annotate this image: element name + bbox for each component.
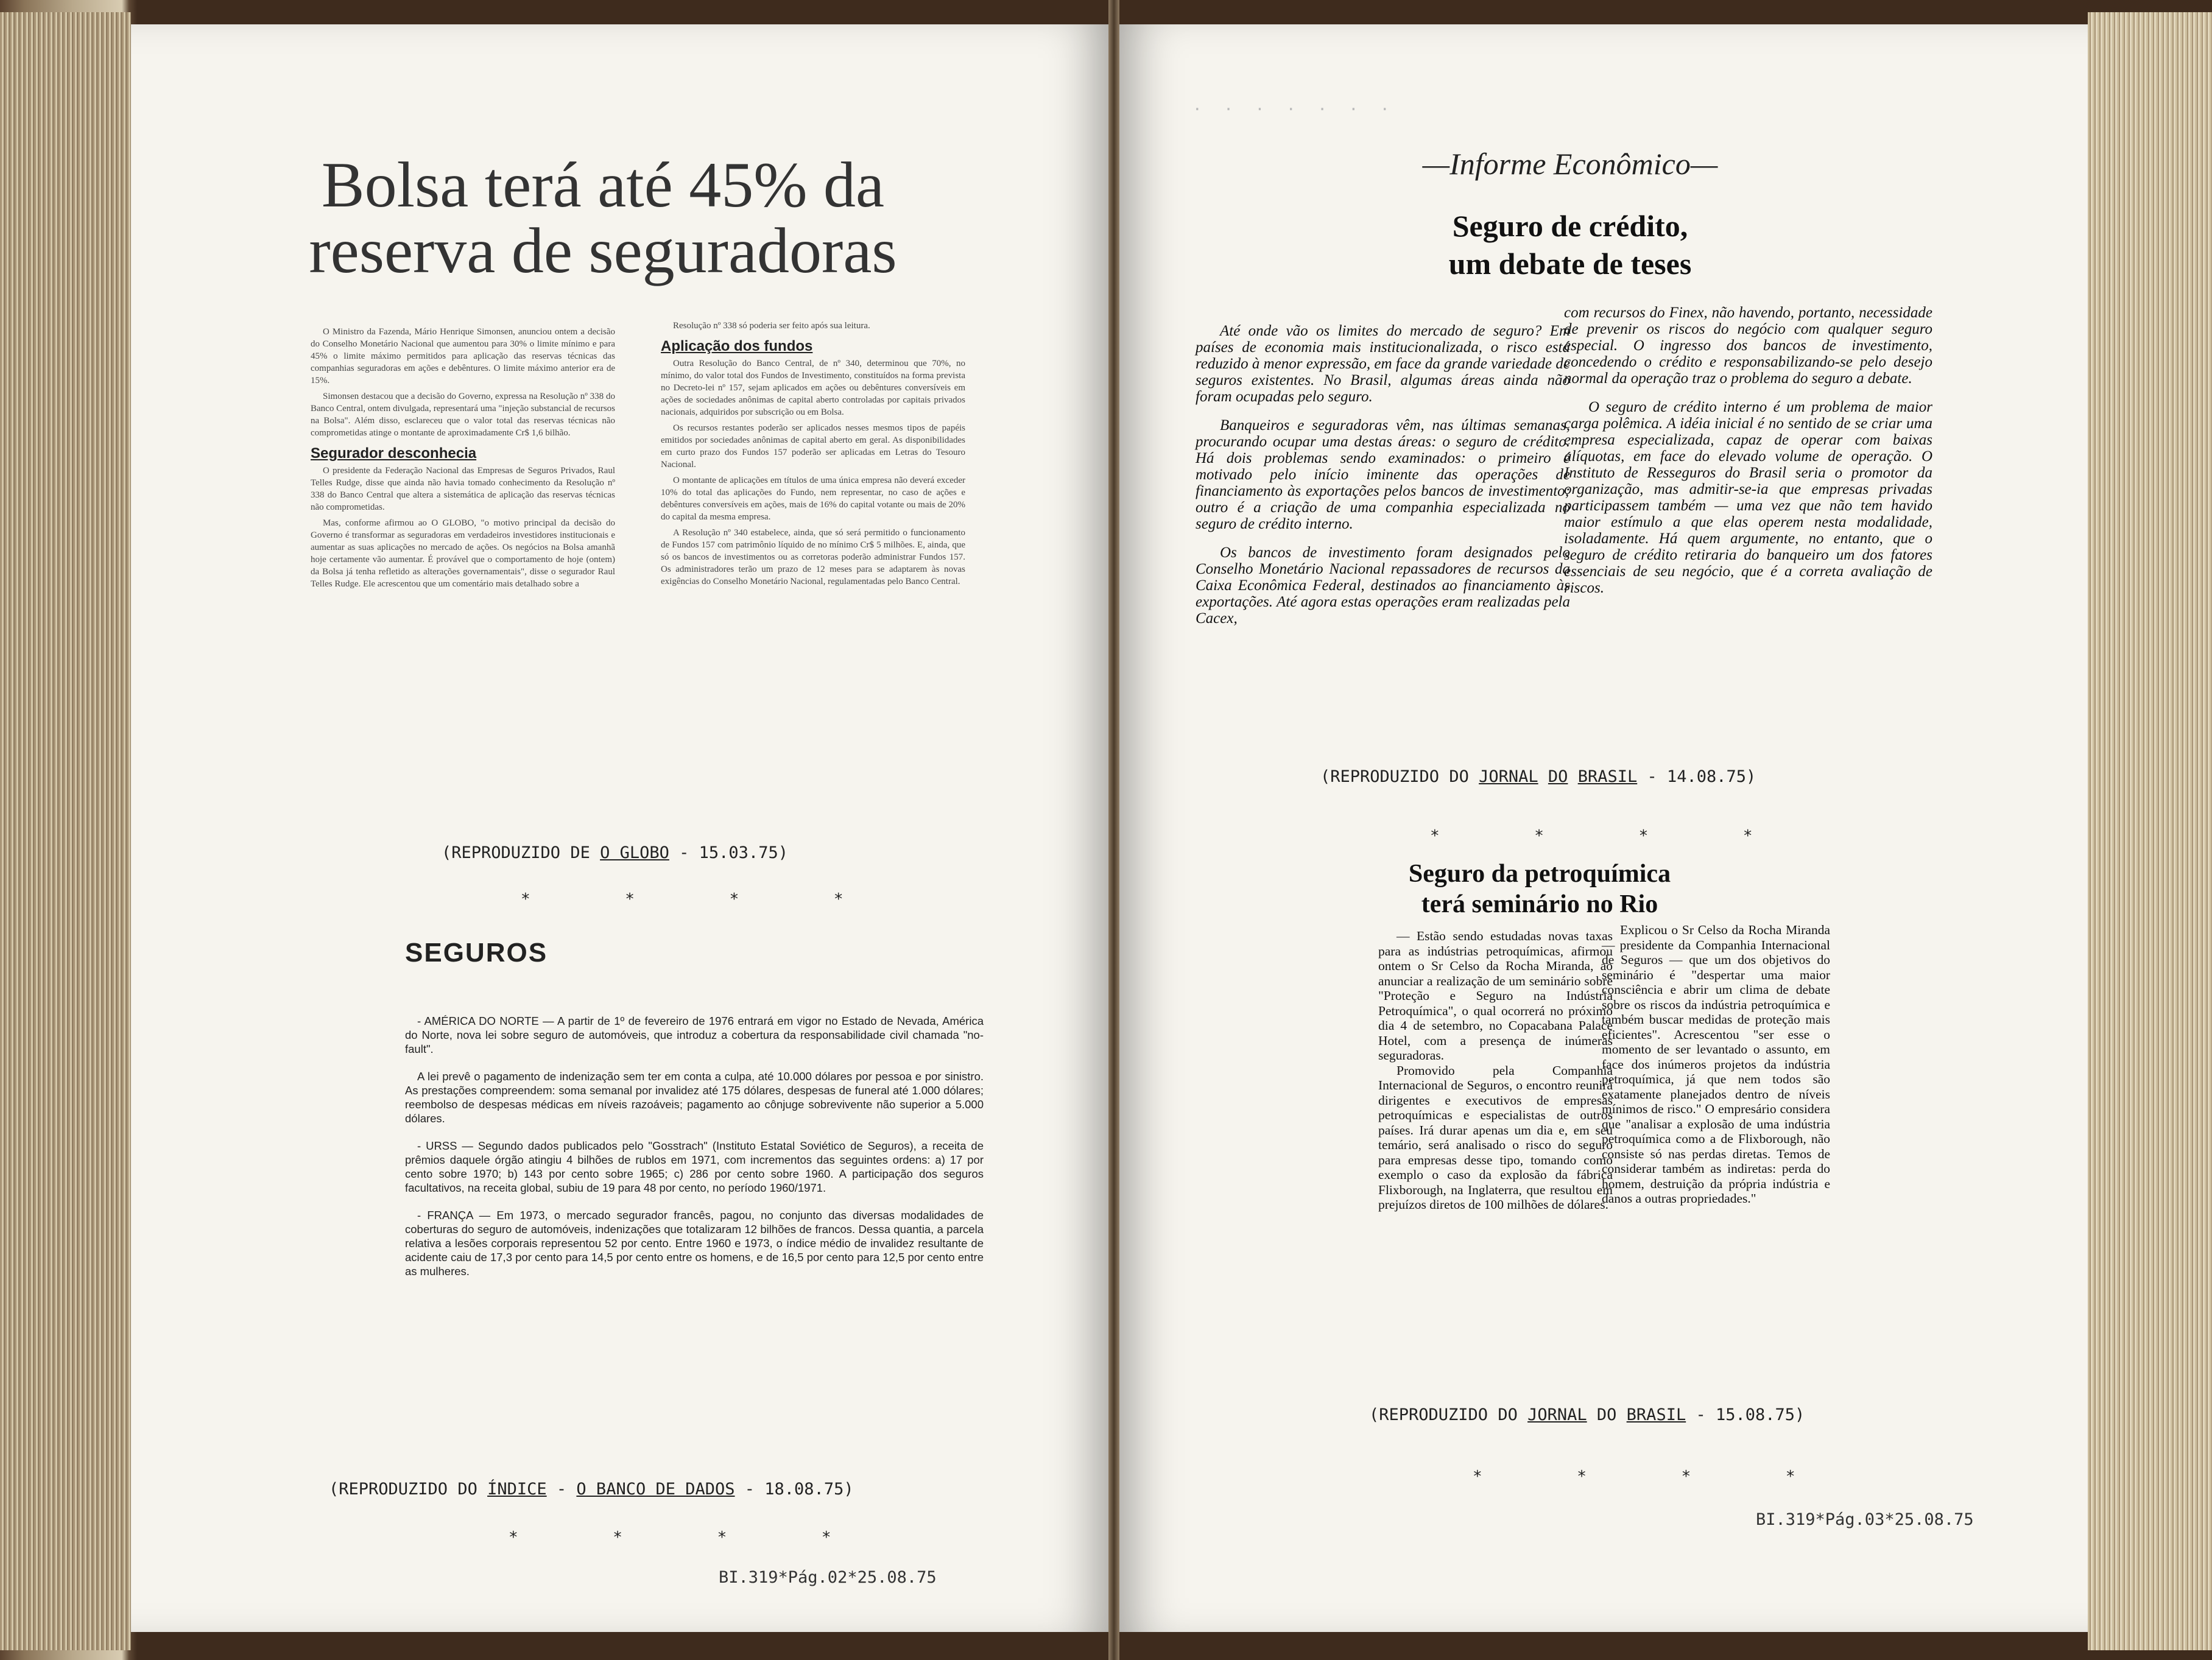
credito-paragraph: com recursos do Finex, não havendo, portanto, necessidade de prevenir os riscos do negócio com qualquer seguro especial. O ingresso dos bancos de investimento, concedendo o crédito e responsabilizando-se pelo desejo normal da operação traz o problema do seguro a debate. — [1564, 304, 1932, 387]
bolsa-column-2 — [661, 320, 965, 591]
credito-paragraph: Até onde vão os limites do mercado de seguro? Em países de economia mais institucionalizada, o risco está reduzido à menor expressão, em face da grande variedade de seguros existentes. No Brasil, algumas áreas ainda não foram ocupadas pelo seguro. — [1196, 323, 1570, 405]
bolsa-paragraph: O Ministro da Fazenda, Mário Henrique Simonsen, anunciou ontem a decisão do Conselho Monetário Nacional que aumentou para 30% o limite mínimo e para 45% o limite máximo permitidos para aplicação das reservas técnicas das companhias seguradoras em ações e debêntures. O limite máximo anterior era de 15%. — [311, 327, 615, 385]
bolsa-paragraph: Mas, conforme afirmou ao O GLOBO, "o motivo principal da decisão do Governo é transformar as seguradoras em verdadeiros investidores institucionais e aumentar as suas aplicações no mercado de ações. Os negócios na Bolsa amanhã hoje certamente vão aumentar. É provável que o comportamento de hoje (ontem) da Bolsa já tenha refletido as alterações governamentais", disse o segurador Raul Telles Rudge. Ele acrescentou que um comentário mais detalhado sobre a — [311, 518, 615, 589]
repro-source: BRASIL — [1626, 1405, 1686, 1424]
repro-suffix: - 15.03.75) — [669, 843, 788, 862]
informe-economico-header: —Informe Econômico— — [1422, 147, 1718, 181]
left-page — [131, 24, 1108, 1632]
repro-o-globo — [442, 843, 788, 862]
seguros-paragraph: - AMÉRICA DO NORTE — A partir de 1º de fevereiro de 1976 entrará em vigor no Estado de Nevada, América do Norte, nova lei sobre seguro de automóveis, que introduz a cobertura da responsabilidade civil chamada "no-fault". — [405, 1015, 984, 1055]
repro-separator — [1568, 767, 1577, 786]
bolsa-paragraph: Simonsen destacou que a decisão do Governo, expressa na Resolução nº 338 do Banco Central, ontem divulgada, representará uma "injeção substancial de recursos na Bolsa". Além disso, esclareceu que o valor total das reservas técnicas não comprometidas atinge o montante de aproximadamente Cr$ 1,6 bilhão. — [311, 392, 615, 438]
separator-stars: * * * * — [1473, 1468, 1838, 1486]
repro-source: BRASIL — [1577, 767, 1638, 786]
repro-suffix: - 15.08.75) — [1686, 1405, 1805, 1424]
bolsa-column-1 — [311, 326, 615, 594]
repro-prefix: (REPRODUZIDO DO — [1320, 767, 1479, 786]
petroquimica-paragraph: Promovido pela Companhia Internacional de Seguros, o encontro reunirá dirigentes e executivos de empresas petroquímicas e especialistas de outros países. Irá durar apenas um dia e, em seu temário, será analisado o risco do seguro para empresas desse tipo, tomando como exemplo o caso da explosão da fábrica Flixborough, na Inglaterra, que resultou em prejuízos diretos de 100 milhões de dólares. — [1378, 1063, 1613, 1212]
bolsa-paragraph: O presidente da Federação Nacional das Empresas de Seguros Privados, Raul Telles Rudge, disse que ainda não havia tomado conhecimento da Resolução nº 338 do Banco Central que altera a sistemática de aplicação das reservas técnicas não comprometidas. — [311, 466, 615, 512]
bolsa-paragraph: Resolução nº 338 só poderia ser feito após sua leitura. — [673, 321, 870, 331]
petroquimica-column-1 — [1378, 929, 1613, 1212]
separator-stars: * * * * — [521, 890, 886, 909]
seguro-credito-column-2 — [1564, 304, 1932, 608]
repro-source: DO — [1548, 767, 1568, 786]
petroquimica-paragraph: — Estão sendo estudadas novas taxas para as indústrias petroquímicas, afirmou ontem o Sr Celso da Rocha Miranda, ao anunciar a realização de um seminário sobre "Proteção e Seguro na Indústria Petroquímica", o qual ocorrerá no próximo dia 4 de setembro, no Copacabana Palace Hotel, com a presença de inúmeras seguradoras. — [1378, 929, 1613, 1063]
petroquimica-column-2 — [1602, 923, 1830, 1206]
faint-bleed-through: · · · · · · · — [1192, 100, 1396, 119]
repro-separator — [1538, 767, 1548, 786]
left-page-edges — [0, 12, 131, 1650]
page-number-right: BI.319*Pág.03*25.08.75 — [1756, 1510, 1974, 1529]
repro-indice — [329, 1480, 854, 1499]
seguros-paragraph: A lei prevê o pagamento de indenização sem ter em conta a culpa, até 10.000 dólares por pessoa e por sinistro. As prestações compreendem: soma semanal por invalidez até 175 dólares, despesas de funeral até 1.000 dólares; reembolso de despesas médicas em níveis razoáveis; pagamento ao cônjuge sobrevivente não superior a 5.000 dólares. — [405, 1070, 984, 1125]
repro-separator: DO — [1587, 1405, 1627, 1424]
separator-stars: * * * * — [509, 1528, 874, 1547]
headline-line-1: Bolsa terá até 45% da — [321, 149, 885, 220]
bolsa-paragraph: Outra Resolução do Banco Central, de nº 340, determinou que 70%, no mínimo, do valor total dos Fundos de Investimento, constituídos na forma prevista no Decreto-lei nº 157, sejam aplicados em ações ou debêntures conversíveis em ações de sociedades anônimas de capital aberto controladas por capitais privados nacionais, adquiridos por subscrição ou em Bolsa. — [661, 359, 965, 417]
title-line-2: um debate de teses — [1448, 247, 1692, 281]
credito-paragraph: Os bancos de investimento foram designados pelo Conselho Monetário Nacional repassadores de recursos da Caixa Econômica Federal, destinados ao financiamento às exportações. Até agora estas operações eram realizadas pela Cacex, — [1196, 544, 1570, 627]
seguros-paragraph: - FRANÇA — Em 1973, o mercado segurador francês, pagou, no conjunto das diversas modalidades de coberturas do seguro de automóveis, indenizações que totalizaram 12 bilhões de francos. Dessa quantia, a parcela relativa a lesões corporais representou 52 por cento. Entre 1960 e 1973, o índice médio de invalidez resultante de acidente caiu de 17,3 por cento para 14,5 por cento entre os homens, e de 16,5 por cento para 12,5 por cento entre as mulheres. — [405, 1209, 984, 1278]
bolsa-paragraph: Os recursos restantes poderão ser aplicados nesses mesmos tipos de papéis emitidos por sociedades anônimas de capital aberto em geral. As disponibilidades em curto prazo dos Fundos 157 poderão ser aplicadas em Letras do Tesouro Nacional. — [661, 423, 965, 470]
repro-source: O GLOBO — [600, 843, 669, 862]
repro-prefix: (REPRODUZIDO DO — [1369, 1405, 1528, 1424]
subhead-segurador: Segurador desconhecia — [311, 445, 477, 462]
repro-source: JORNAL — [1479, 767, 1538, 786]
repro-prefix: (REPRODUZIDO DE — [442, 843, 601, 862]
title-line-1: Seguro da petroquímica — [1408, 860, 1671, 888]
repro-jornal-do-brasil-2 — [1369, 1405, 1805, 1424]
repro-separator: - — [546, 1480, 577, 1499]
repro-prefix: (REPRODUZIDO DO — [329, 1480, 488, 1499]
repro-jornal-do-brasil-1 — [1320, 767, 1756, 786]
headline-line-2: reserva de seguradoras — [309, 215, 897, 286]
repro-source: ÍNDICE — [487, 1480, 547, 1499]
petroquimica-paragraph: Explicou o Sr Celso da Rocha Miranda — presidente da Companhia Internacional de Seguros — que um dos objetivos do seminário é "despertar uma maior consciência e abrir um clima de debate sobre os riscos da indústria petroquímica e também buscar medidas de proteção mais eficientes". Acrescentou "ser esse o momento de ser levantado o assunto, em face dos inúmeros projetos da indústria petroquímica, já que nem todos são exatamente planejados dentro de níveis mínimos de risco." O empresário considera que "analisar a explosão de uma indústria petroquímica como a de Flixborough, não consiste só nas perdas diretas. Temos de considerar também as indiretas: perda do homem, destruição da própria indústria e danos a outras propriedades." — [1602, 923, 1830, 1206]
credito-paragraph: Banqueiros e seguradoras vêm, nas últimas semanas, procurando ocupar uma destas áreas: o seguro de crédito. Há dois problemas sendo examinados: o primeiro é motivado pelo início iminente das operações de financiamento às exportações pelos bancos de investimento; outro é a criação de uma companhia especializada no seguro de crédito interno. — [1196, 417, 1570, 532]
title-line-2: terá seminário no Rio — [1421, 890, 1658, 918]
subhead-aplicacao: Aplicação dos fundos — [661, 338, 813, 354]
book-gutter — [1108, 0, 1119, 1660]
petroquimica-title — [1375, 859, 1704, 920]
repro-suffix: - 14.08.75) — [1637, 767, 1756, 786]
seguros-body — [405, 1014, 984, 1292]
seguro-credito-title — [1375, 207, 1765, 283]
repro-suffix: - 18.08.75) — [734, 1480, 854, 1499]
bolsa-paragraph: A Resolução nº 340 estabelece, ainda, que só será permitido o funcionamento de Fundos 157 com patrimônio líquido de no mínimo Cr$ 5 milhões. E, ainda, que só os bancos de investimentos ou as corretoras poderão administrar Fundos 157. Os administradores terão um prazo de 12 meses para se adaptarem às novas exigências do Conselho Monetário Nacional, regulamentadas pelo Banco Central. — [661, 528, 965, 586]
seguro-credito-column-1 — [1196, 323, 1570, 639]
credito-paragraph: O seguro de crédito interno é um problema de maior carga polêmica. A idéia inicial é no sentido de se criar uma empresa especializada, capaz de operar com baixas alíquotas, em face do elevado volume de operação. O Instituto de Resseguros do Brasil seria o promotor da organização, mas admitir-se-ia que empresas privadas participassem também — uma vez que não tem havido maior estímulo a que elas operem nesta modalidade, isoladamente. Há quem argumente, no entanto, que o seguro de crédito retiraria do banqueiro um dos fatores essenciais de seu negócio, que é a correta avaliação de riscos. — [1564, 399, 1932, 596]
right-page — [1119, 24, 2088, 1632]
seguros-title: SEGUROS — [405, 938, 548, 968]
title-line-1: Seguro de crédito, — [1452, 209, 1688, 243]
repro-source: O BANCO DE DADOS — [576, 1480, 735, 1499]
repro-source: JORNAL — [1527, 1405, 1587, 1424]
bolsa-paragraph: O montante de aplicações em títulos de uma única empresa não deverá exceder 10% do total das aplicações do Fundo, nem representar, no caso de ações e debêntures conversíveis em ações, mais de 16% do capital votante ou mais de 20% do capital da mesma empresa. — [661, 476, 965, 522]
headline-bolsa — [228, 149, 977, 286]
page-number-left: BI.319*Pág.02*25.08.75 — [719, 1568, 937, 1587]
separator-stars: * * * * — [1430, 827, 1795, 845]
seguros-paragraph: - URSS — Segundo dados publicados pelo "Gosstrach" (Instituto Estatal Soviético de Seguros), a receita de prêmios daquele órgão atingiu 4 bilhões de rublos em 1971, com incrementos das seguintes ordens: a) 17 por cento sobre 1970; b) 143 por cento sobre 1965; c) 286 por cento sobre 1960. A participação dos seguros facultativos, na receita global, subiu de 19 para 48 por cento, no período 1960/1971. — [405, 1139, 984, 1194]
right-page-edges — [2088, 12, 2212, 1650]
